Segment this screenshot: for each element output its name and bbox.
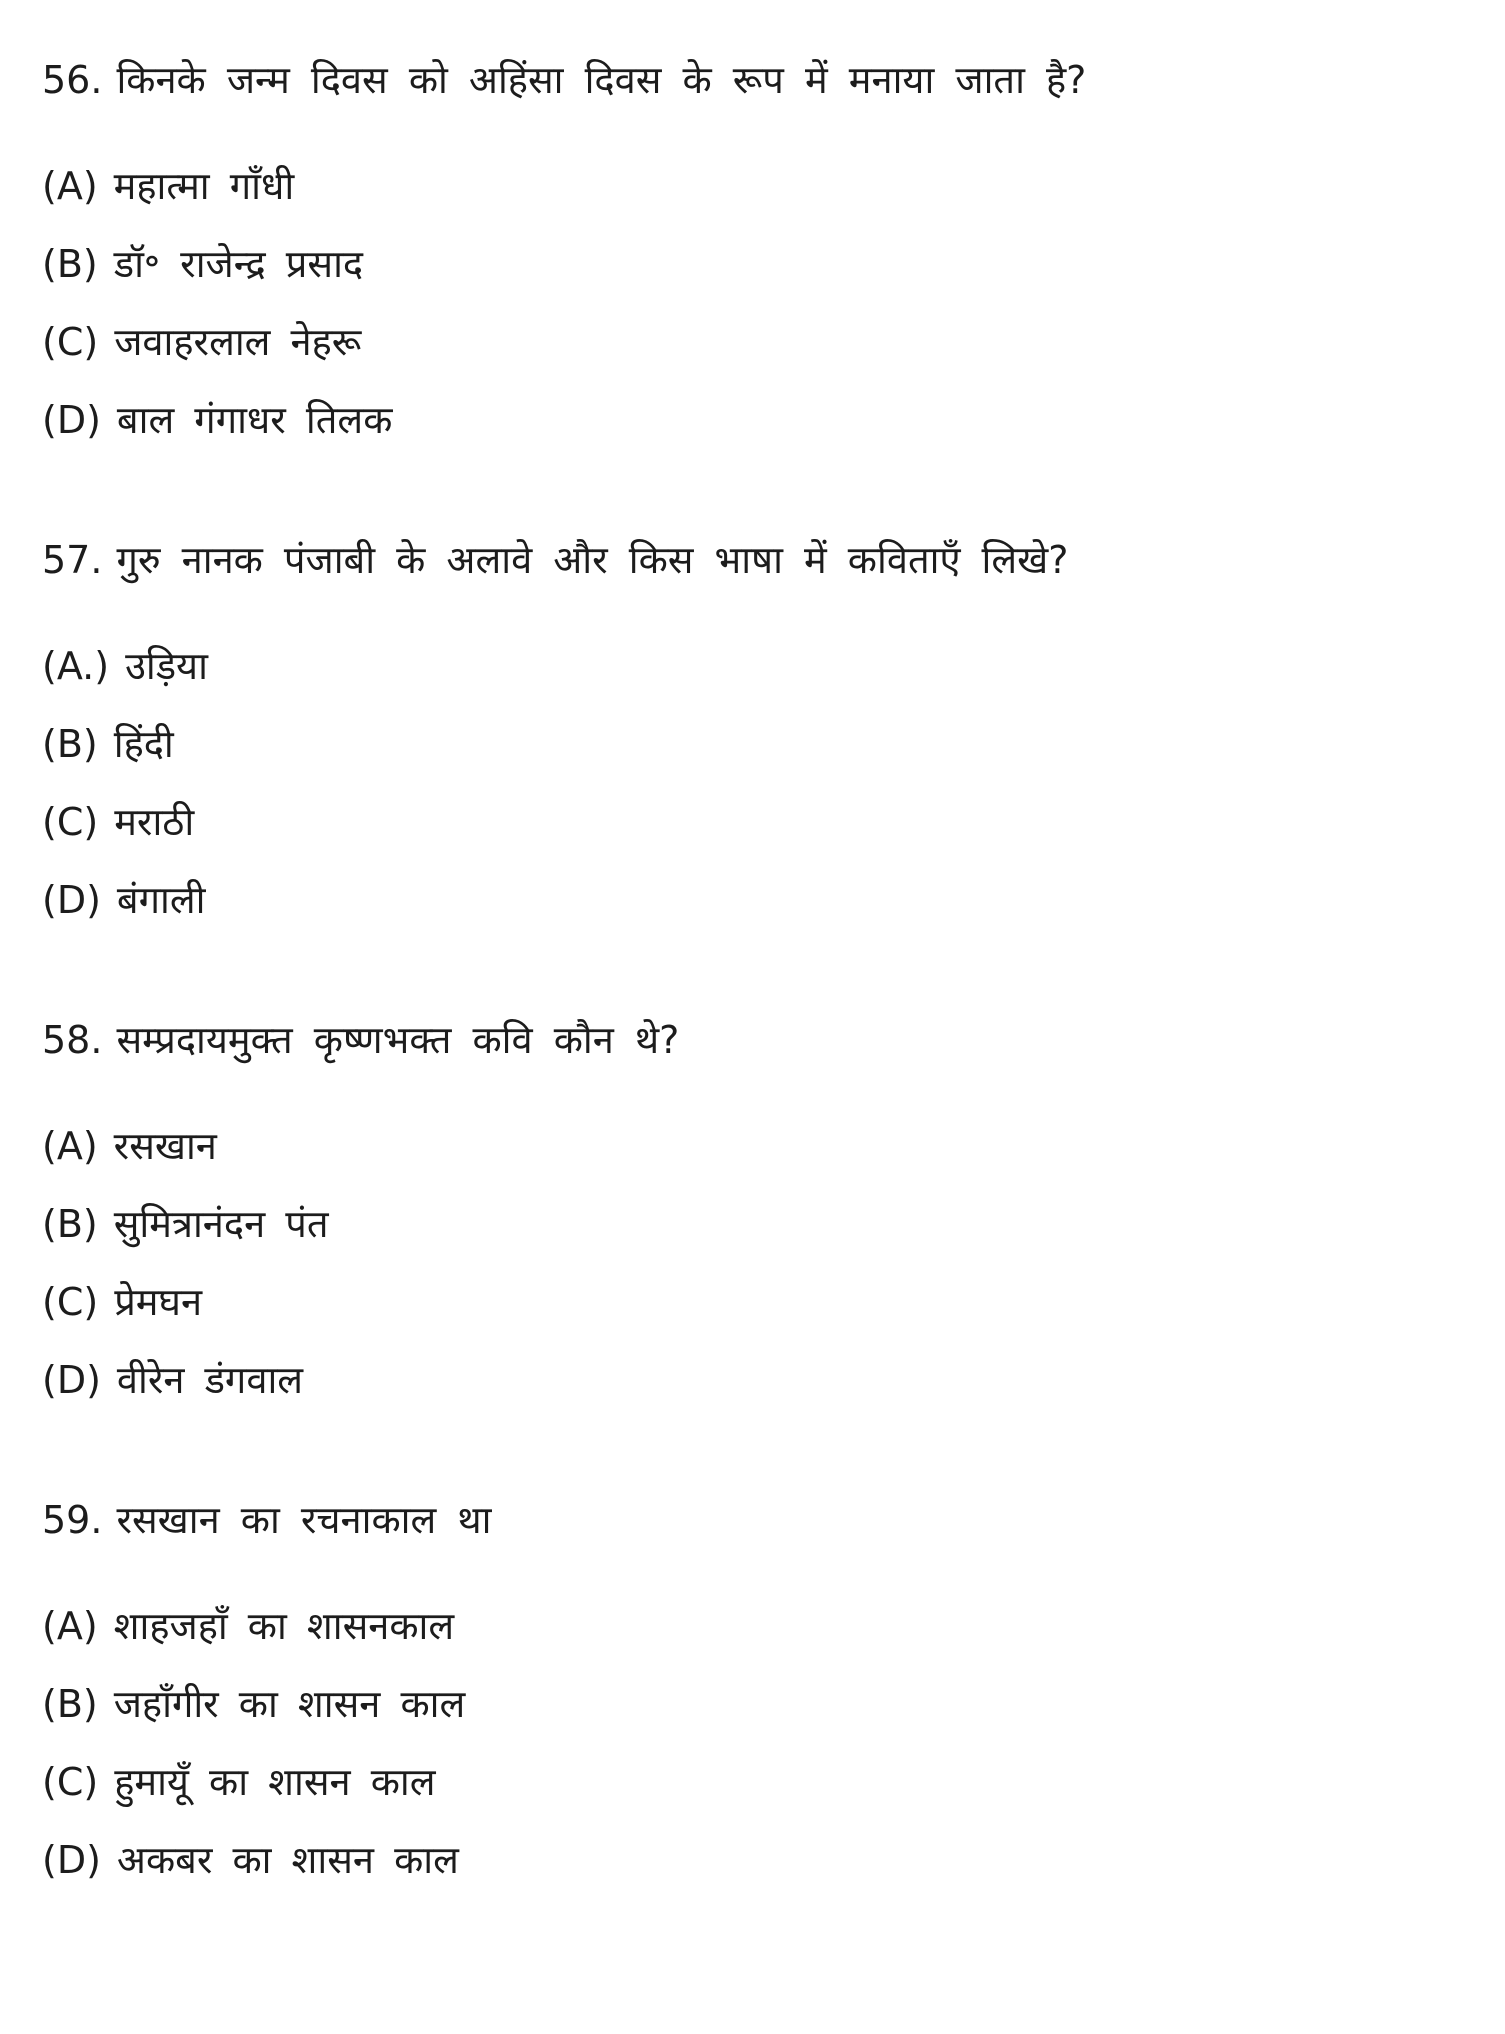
question-line [42, 55, 1465, 106]
option-row [42, 875, 1465, 926]
option-row [42, 1679, 1465, 1730]
question-line [42, 535, 1465, 586]
option-label: (B) [42, 242, 98, 286]
option-label: (D) [42, 1358, 101, 1402]
question-list [42, 55, 1465, 1886]
question-text: रसखान का रचनाकाल था [116, 1498, 492, 1542]
option-label: (C) [42, 1280, 99, 1324]
question-text: गुरु नानक पंजाबी के अलावे और किस भाषा में कविताएँ लिखे? [116, 538, 1069, 582]
option-text: अकबर का शासन काल [116, 1838, 459, 1882]
option-label: (B) [42, 722, 98, 766]
option-text: हुमायूँ का शासन काल [114, 1760, 436, 1804]
question-block [42, 1015, 1465, 1406]
option-label: (D) [42, 398, 101, 442]
question-text: किनके जन्म दिवस को अहिंसा दिवस के रूप में मनाया जाता है? [116, 58, 1087, 102]
option-label: (C) [42, 1760, 99, 1804]
option-row [42, 239, 1465, 290]
question-line [42, 1495, 1465, 1546]
option-list [42, 1601, 1465, 1886]
option-text: बंगाली [116, 878, 206, 922]
option-text: उड़िया [125, 644, 208, 688]
question-block [42, 535, 1465, 926]
option-label: (C) [42, 320, 99, 364]
option-label: (B) [42, 1682, 98, 1726]
option-row [42, 641, 1465, 692]
option-text: प्रेमघन [114, 1280, 203, 1324]
option-row [42, 719, 1465, 770]
option-row [42, 161, 1465, 212]
question-number: 58. [42, 1018, 103, 1062]
option-text: मराठी [114, 800, 195, 844]
option-text: रसखान [113, 1124, 217, 1168]
option-list [42, 641, 1465, 926]
option-text: डॉ॰ राजेन्द्र प्रसाद [113, 242, 364, 286]
option-text: हिंदी [113, 722, 174, 766]
option-text: वीरेन डंगवाल [116, 1358, 304, 1402]
question-number: 57. [42, 538, 103, 582]
option-text: शाहजहाँ का शासनकाल [113, 1604, 455, 1648]
option-text: बाल गंगाधर तिलक [116, 398, 393, 442]
question-line [42, 1015, 1465, 1066]
option-row [42, 1601, 1465, 1652]
option-list [42, 161, 1465, 446]
option-text: सुमित्रानंदन पंत [113, 1202, 329, 1246]
option-text: जहाँगीर का शासन काल [113, 1682, 466, 1726]
option-list [42, 1121, 1465, 1406]
option-label: (B) [42, 1202, 98, 1246]
option-label: (D) [42, 878, 101, 922]
option-row [42, 395, 1465, 446]
option-row [42, 1121, 1465, 1172]
question-block [42, 55, 1465, 446]
option-label: (A) [42, 1124, 98, 1168]
option-row [42, 1277, 1465, 1328]
option-text: महात्मा गाँधी [113, 164, 295, 208]
question-text: सम्प्रदायमुक्त कृष्णभक्त कवि कौन थे? [116, 1018, 680, 1062]
option-label: (A) [42, 1604, 98, 1648]
question-block [42, 1495, 1465, 1886]
option-label: (A) [42, 164, 98, 208]
option-label: (C) [42, 800, 99, 844]
option-label: (D) [42, 1838, 101, 1882]
question-number: 59. [42, 1498, 103, 1542]
option-row [42, 1757, 1465, 1808]
option-row [42, 317, 1465, 368]
option-row [42, 1355, 1465, 1406]
option-row [42, 797, 1465, 848]
question-number: 56. [42, 58, 103, 102]
option-row [42, 1199, 1465, 1250]
option-text: जवाहरलाल नेहरू [114, 320, 362, 364]
option-label: (A.) [42, 644, 110, 688]
option-row [42, 1835, 1465, 1886]
